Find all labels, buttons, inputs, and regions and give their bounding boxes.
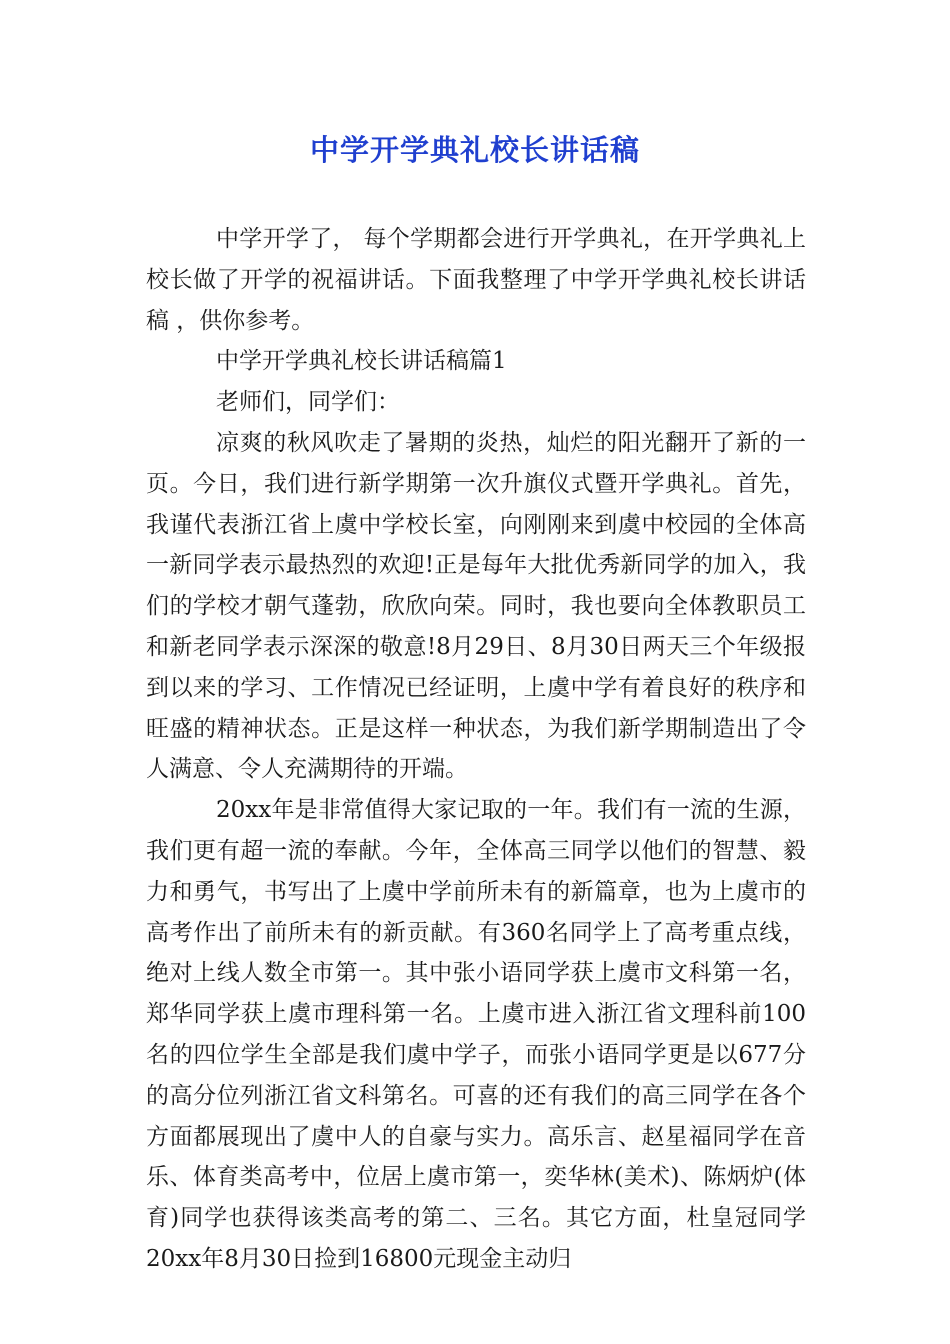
- paragraph-salutation: 老师们，同学们：: [216, 389, 400, 416]
- paragraph-body-1: 凉爽的秋风吹走了暑期的炎热，灿烂的阳光翻开了新的一页。今日，我们进行新学期第一次升旗仪式暨开学典礼。首先，我谨代表浙江省上虞中学校长室，向刚刚来到虞中校园的全体高一新同学表示最热烈的欢迎!正是每年大批优秀新同学的加入，我们的学校才朝气蓬勃，欣欣向荣。同时，我也要向全体教职员工和新老同学表示深深的敬意!8月29日、8月30日两天三个年级报到以来的学习、工作情况已经证明，上虞中学有着良好的秩序和旺盛的精神状态。正是这样一种状态，为我们新学期制造出了令人满意、令人充满期待的开端。: [146, 429, 806, 783]
- document-body: [146, 219, 806, 1280]
- paragraph-intro: 中学开学了， 每个学期都会进行开学典礼，在开学典礼上校长做了开学的祝福讲话。下面我整理了中学开学典礼校长讲话稿 ，供你参考。: [146, 226, 806, 334]
- paragraph-subtitle: 中学开学典礼校长讲话稿篇1: [216, 348, 507, 375]
- paragraph-body-2: 20xx年是非常值得大家记取的一年。我们有一流的生源，我们更有超一流的奉献。今年，全体高三同学以他们的智慧、毅力和勇气，书写出了上虞中学前所未有的新篇章，也为上虞市的高考作出了前所未有的新贡献。有360名同学上了高考重点线，绝对上线人数全市第一。其中张小语同学获上虞市文科第一名，郑华同学获上虞市理科第一名。上虞市进入浙江省文理科前100名的四位学生全部是我们虞中学子，而张小语同学更是以677分的高分位列浙江省文科第名。可喜的还有我们的高三同学在各个方面都展现出了虞中人的自豪与实力。高乐言、赵星福同学在音乐、体育类高考中，位居上虞市第一，奕华林(美术)、陈炳炉(体育)同学也获得该类高考的第二、三名。其它方面，杜皇冠同学20xx年8月30日捡到16800元现金主动归: [146, 797, 806, 1272]
- document-title: 中学开学典礼校长讲话稿: [309, 133, 640, 167]
